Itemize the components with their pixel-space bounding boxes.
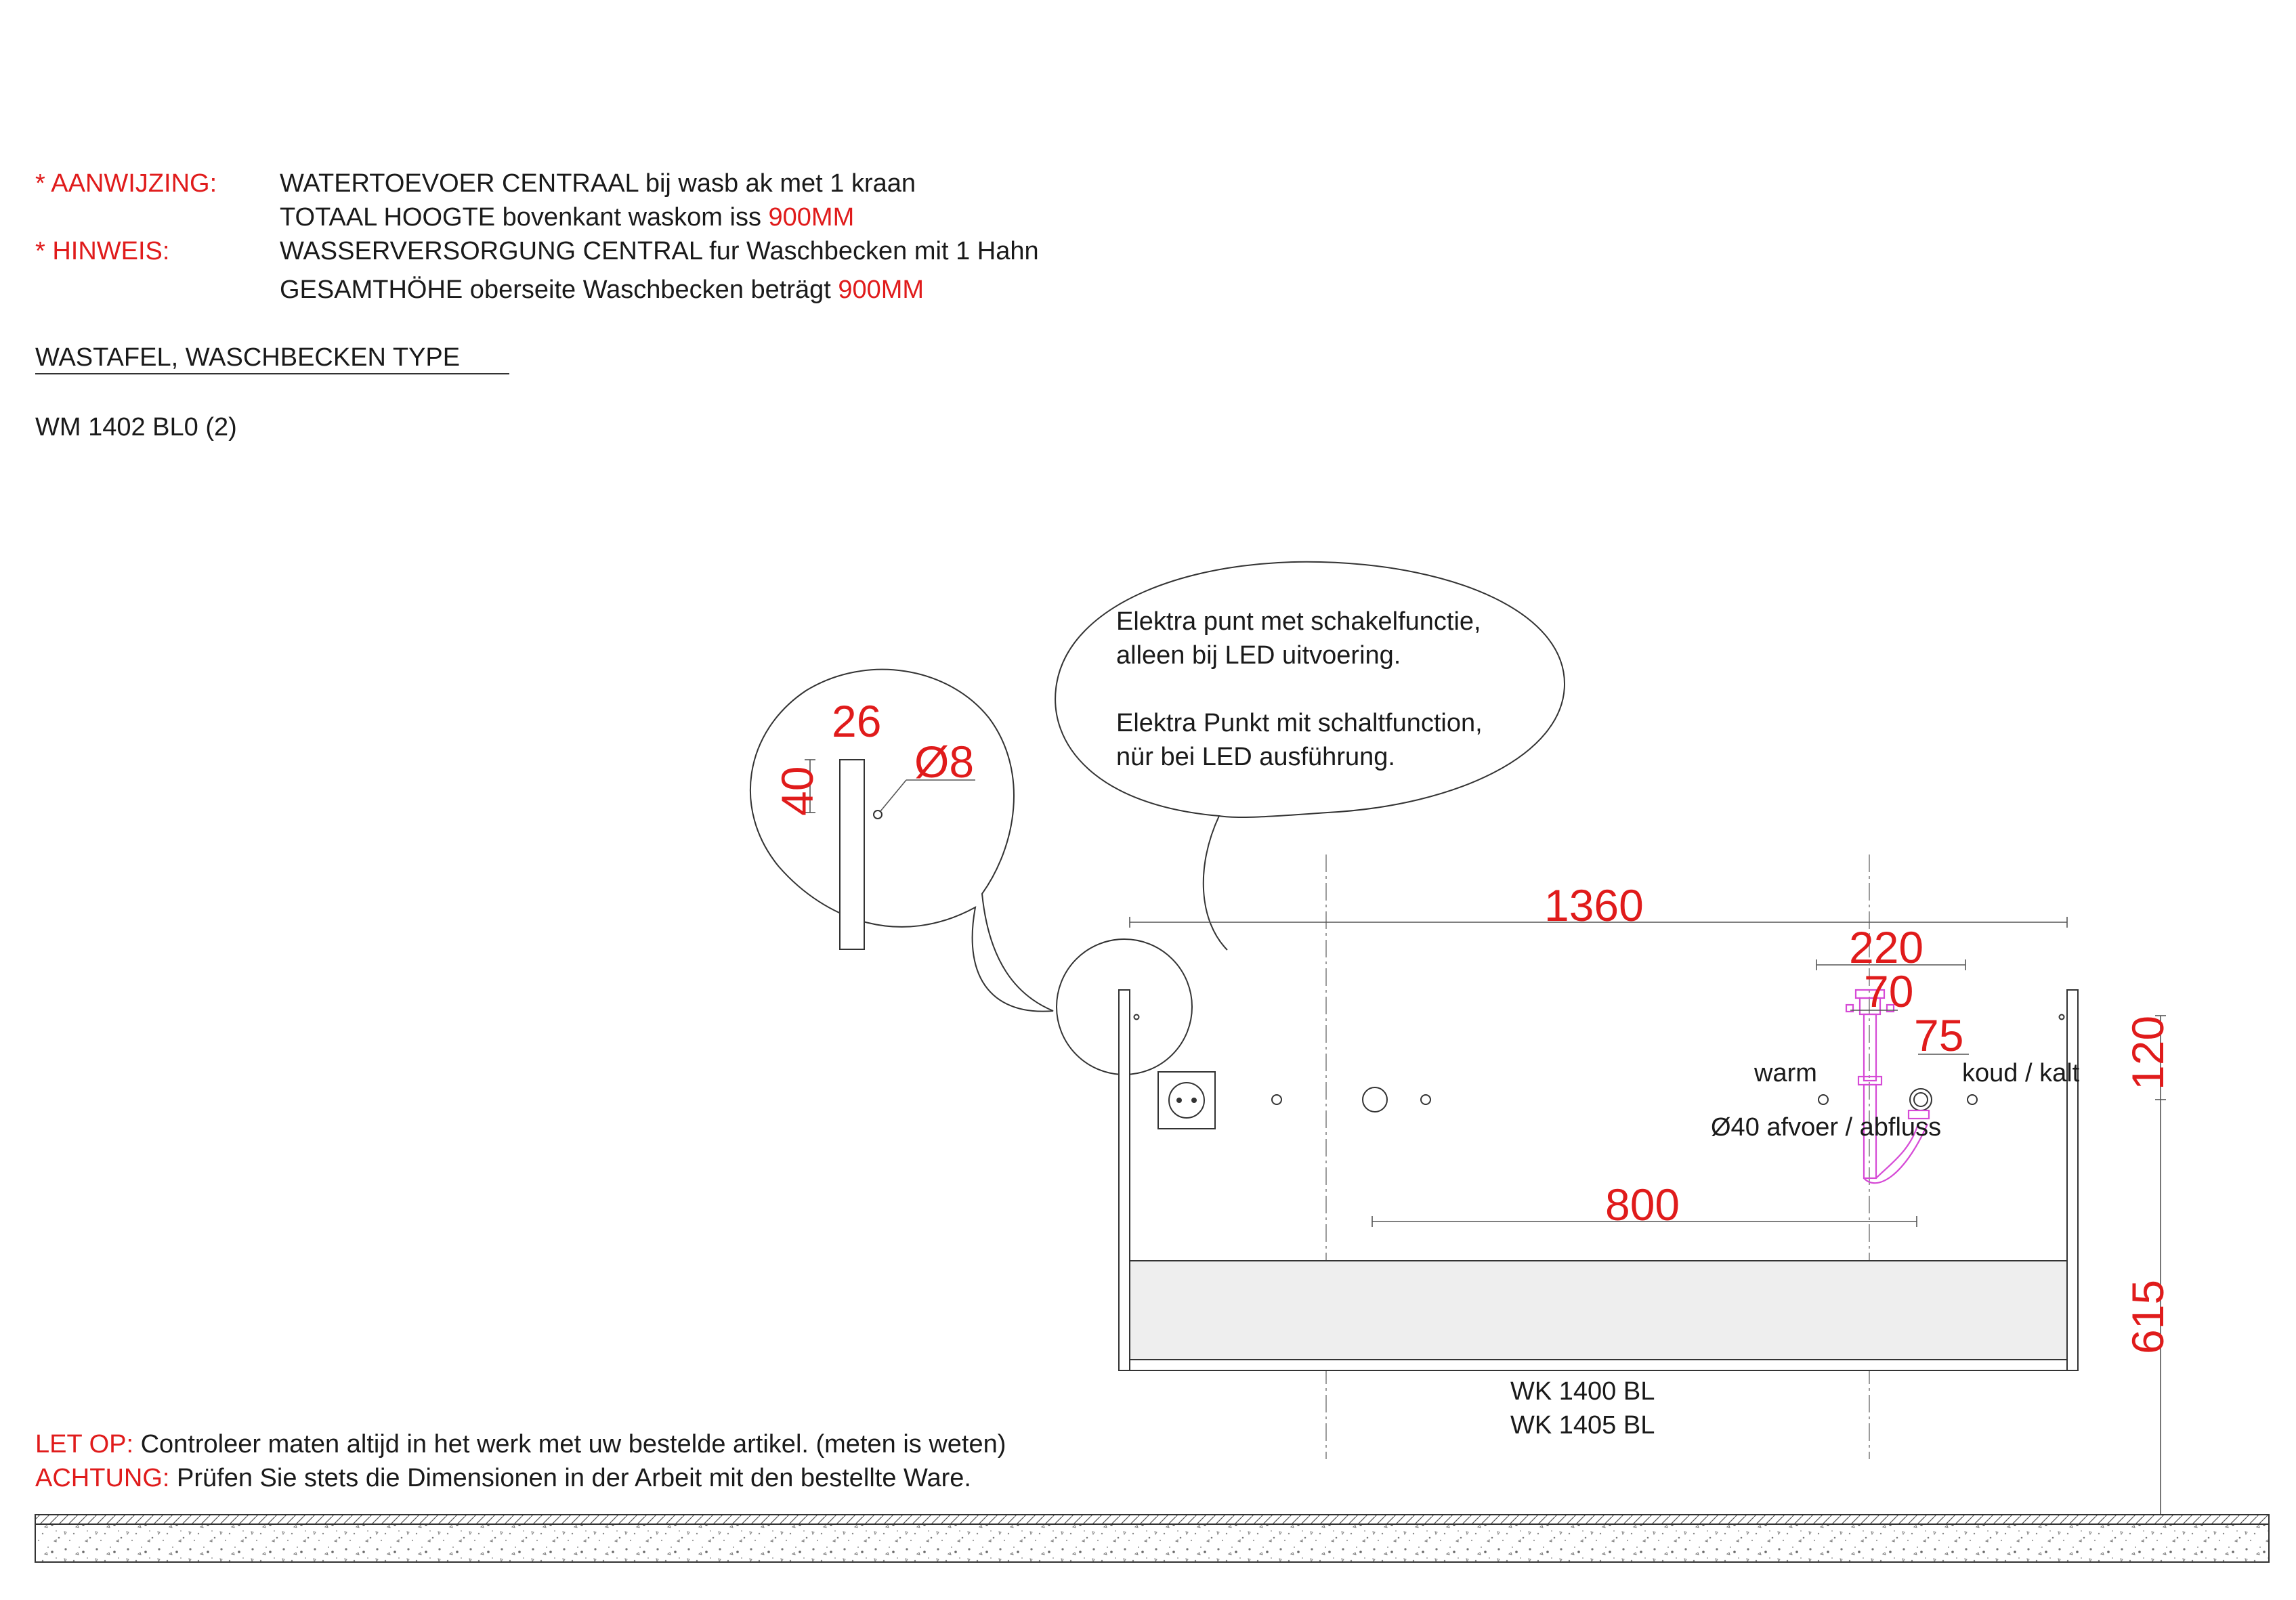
mount-hole-1 [1272, 1095, 1281, 1104]
notes [35, 169, 1039, 441]
floor-hatch [35, 1515, 2269, 1524]
note-label-de: * HINWEIS: [35, 237, 170, 265]
drain-hole-inner [1914, 1093, 1928, 1106]
left-panel-hole [1134, 1015, 1139, 1020]
detail-hole-leader [880, 780, 906, 811]
drain-label: Ø40 afvoer / abfluss [1711, 1113, 1942, 1142]
detail-dim-8: Ø8 [914, 737, 975, 787]
note-line-nl-1: WATERTOEVOER CENTRAAL bij wasb ak met 1 kraan [280, 169, 916, 198]
detail-dim-40: 40 [772, 766, 822, 816]
unit-name-1: WK 1400 BL [1510, 1377, 1655, 1406]
bottom-rail [1130, 1360, 2067, 1370]
magnifier-outline [750, 670, 1053, 1012]
right-side-panel [2067, 990, 2078, 1370]
power-socket-icon [1158, 1072, 1215, 1129]
dim-220-label: 220 [1849, 922, 1924, 972]
detail-panel-edge [840, 760, 864, 949]
footer-notes [35, 1430, 1006, 1492]
footer-line-nl: LET OP: Controleer maten altijd in het werk met uw bestelde artikel. (meten is weten) [35, 1430, 1006, 1458]
dim-70-label: 70 [1864, 966, 1914, 1016]
note-line-nl-2: TOTAAL HOOGTE bovenkant waskom iss 900MM [280, 203, 855, 232]
cabinet-elevation [1119, 855, 2173, 1515]
dim-615-label: 615 [2123, 1279, 2173, 1354]
drain-hole [1910, 1089, 1932, 1110]
detail-dim-26: 26 [832, 696, 882, 746]
cold-water-hole [1968, 1095, 1977, 1104]
warm-water-hole [1819, 1095, 1828, 1104]
detail-magnifier [750, 670, 1053, 1012]
unit-name-2: WK 1405 BL [1510, 1411, 1655, 1440]
cold-label: koud / kalt [1962, 1059, 2080, 1087]
note-line-de-1: WASSERVERSORGUNG CENTRAL fur Waschbecken mit 1 Hahn [280, 237, 1039, 265]
dim-120-label: 120 [2123, 1015, 2173, 1090]
right-panel-hole [2060, 1015, 2064, 1020]
floor-concrete [35, 1524, 2269, 1562]
tap-hole-large [1363, 1087, 1387, 1112]
left-side-panel [1119, 990, 1130, 1370]
bubble-line-de-2: nür bei LED ausführung. [1116, 743, 1395, 771]
drawer-front [1130, 1261, 2067, 1360]
bubble-line-nl-2: alleen bij LED uitvoering. [1116, 641, 1401, 670]
floor-section [35, 1515, 2269, 1562]
note-label-nl: * AANWIJZING: [35, 169, 217, 198]
dim-75-label: 75 [1914, 1010, 1964, 1060]
mount-hole-2 [1421, 1095, 1430, 1104]
footer-line-de: ACHTUNG: Prüfen Sie stets die Dimensionen in der Arbeit mit den bestellte Ware. [35, 1464, 971, 1492]
dim-1360-label: 1360 [1544, 880, 1644, 930]
bubble-line-nl-1: Elektra punt met schakelfunctie, [1116, 607, 1481, 636]
type-heading: WASTAFEL, WASCHBECKEN TYPE [35, 343, 461, 372]
note-line-de-2: GESAMTHÖHE oberseite Waschbecken beträgt 900MM [280, 276, 924, 304]
dim-800-label: 800 [1605, 1180, 1680, 1230]
warm-label: warm [1754, 1059, 1817, 1087]
bubble-line-de-1: Elektra Punkt mit schaltfunction, [1116, 709, 1483, 737]
speech-bubble [1055, 562, 1565, 950]
model-number: WM 1402 BL0 (2) [35, 413, 237, 441]
detail-hole [874, 810, 882, 819]
